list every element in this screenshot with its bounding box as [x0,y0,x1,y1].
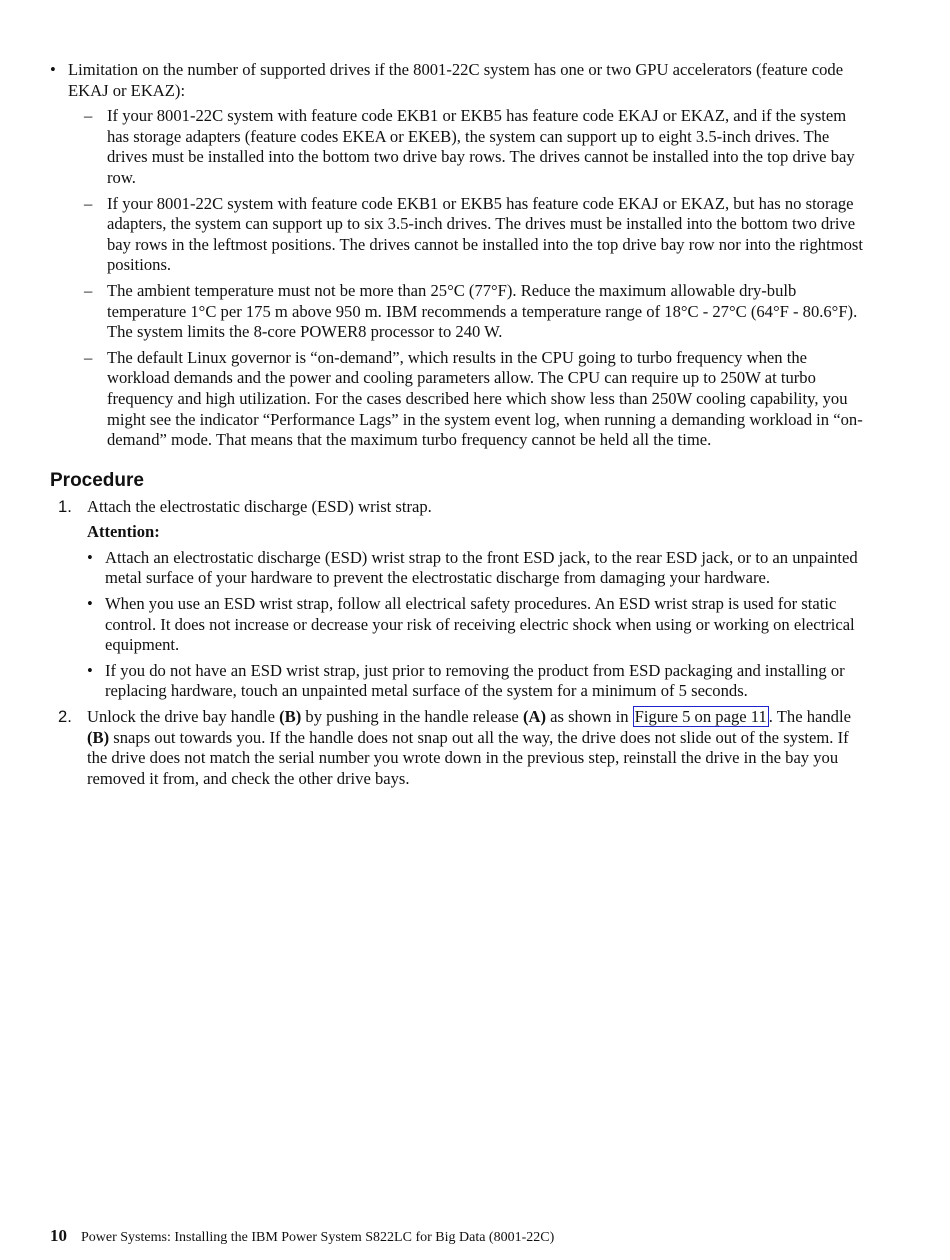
handle-callout-b: (B) [87,727,110,747]
list-item [68,106,870,188]
step-number: 1. [58,496,72,516]
text-run: . The handle [768,707,851,727]
procedure-step-2 [50,707,870,789]
list-item [87,661,870,702]
dash-marker: – [84,347,93,367]
list-item-text: Attach an electrostatic discharge (ESD) wrist strap to the front ESD jack, to the rear ESD jack, or to an unpainted metal surface of your hardware to prevent the electrostatic discharge from damaging your hardware. [105,547,858,588]
release-callout-a: (A) [522,707,546,727]
list-item [68,194,870,276]
text-run: by pushing in the handle release [301,707,523,727]
list-item-text: If you do not have an ESD wrist strap, just prior to removing the product from ESD packaging and installing or replacing hardware, touch an unpainted metal surface of the system for a minimum of 5 seconds. [105,660,845,701]
text-run: snaps out towards you. If the handle does not snap out all the way, the drive does not slide out of the system. If the drive does not match the serial number you wrote down in the previous step, reinstall the drive in the bay you removed it from, and check the other drive bays. [87,727,849,788]
handle-callout-b: (B) [279,707,302,727]
procedure-step-1 [50,497,870,702]
step-text [87,707,870,789]
dash-marker: – [84,280,93,300]
step-number: 2. [58,707,72,727]
limitation-sublist [68,106,870,451]
list-item-text: The ambient temperature must not be more than 25°C (77°F). Reduce the maximum allowable dry-bulb temperature 1°C per 175 m above 950 m. IBM recommends a temperature range of 18°C - 27°C (64°F - 80.6°F). The system limits the 8-core POWER8 processor to 240 W. [107,280,858,342]
bullet-marker: • [87,594,93,614]
bullet-marker: • [87,660,93,680]
list-item [68,281,870,343]
limitation-bullet-item [50,60,870,451]
figure-5-link[interactable]: Figure 5 on page 11 [634,707,767,727]
list-item-text: If your 8001-22C system with feature code EKB1 or EKB5 has feature code EKAJ or EKAZ, and if the system has storage adapters (feature codes EKEA or EKEB), the system can support up to eight 3.5-inch drives. The drives must be installed into the bottom two drive bay rows. The drives cannot be installed into the top drive bay row. [107,106,855,187]
limitation-intro-text: Limitation on the number of supported drives if the 8001-22C system has one or two GPU accelerators (feature code EKAJ or EKAZ): [68,60,844,100]
list-item-text: If your 8001-22C system with feature code EKB1 or EKB5 has feature code EKAJ or EKAZ, but has no storage adapters, the system can support up to six 3.5-inch drives. The drives must be installed into the bottom two drive bay rows in the leftmost positions. The drives cannot be installed into the top drive bay row nor into the rightmost positions. [107,193,863,275]
procedure-heading: Procedure [50,469,144,491]
text-run: as shown in [545,707,633,727]
text-run: Unlock the drive bay handle [87,707,280,727]
list-item-text: When you use an ESD wrist strap, follow all electrical safety procedures. An ESD wrist strap is used for static control. It does not increase or decrease your risk of receiving electric shock when using or working on electrical equipment. [105,594,855,655]
attention-label: Attention: [87,522,160,542]
list-item [68,348,870,451]
page-number: 10 [50,1226,67,1245]
dash-marker: – [84,193,93,213]
list-item [87,548,870,589]
list-item-text: The default Linux governor is “on-demand”, which results in the CPU going to turbo frequency when the workload demands and the power and cooling parameters allow. The CPU can require up to 250W at turbo frequency and high utilization. For the cases described here which show less than 250W cooling capability, you might see the indicator “Performance Lags” in the system event log, when running a demanding workload in “on-demand” mode. That means that the maximum turbo frequency cannot be held all the time. [107,347,863,450]
footer-title: Power Systems: Installing the IBM Power System S822LC for Big Data (8001-22C) [81,1230,555,1245]
page-footer [50,1226,554,1248]
bullet-marker: • [87,547,93,567]
page-content [50,60,870,794]
dash-marker: – [84,106,93,126]
list-item [87,594,870,656]
bullet-marker: • [50,60,56,79]
step-text: Attach the electrostatic discharge (ESD) wrist strap. [87,496,432,516]
